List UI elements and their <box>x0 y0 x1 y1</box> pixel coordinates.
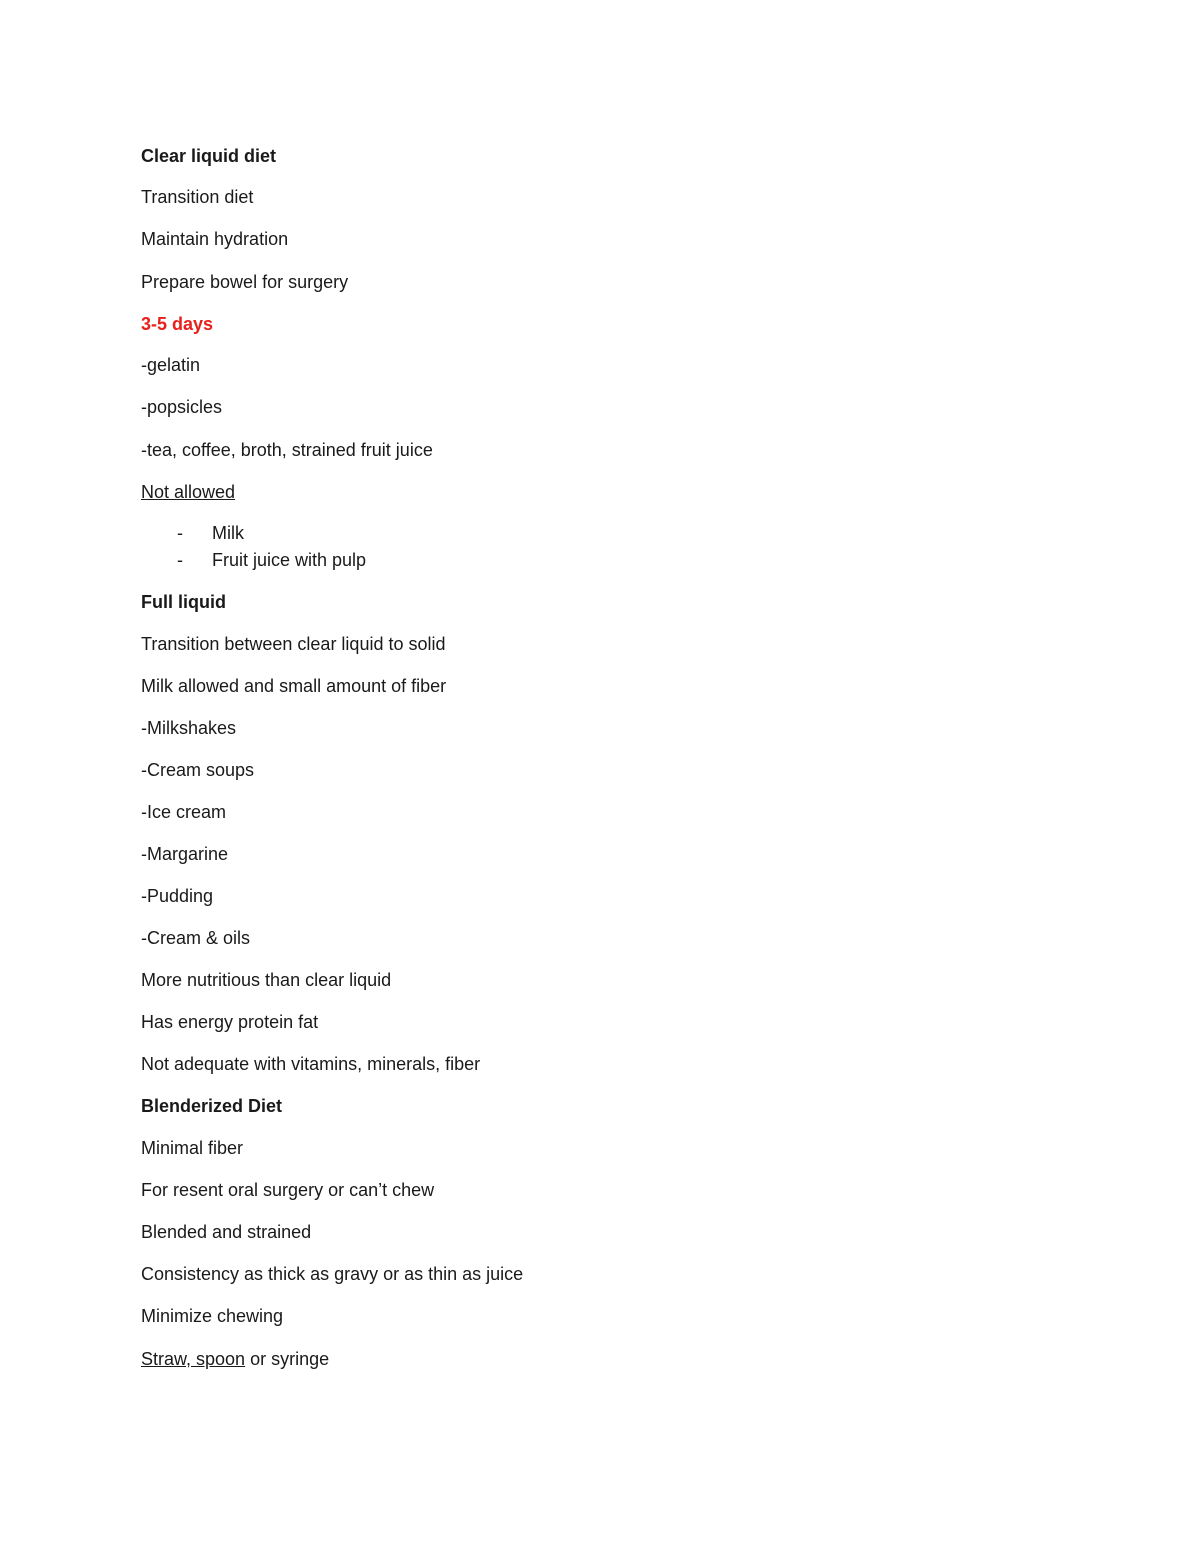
text-line: Transition between clear liquid to solid <box>141 634 446 654</box>
heading-full-liquid: Full liquid <box>141 592 226 612</box>
text-line: Minimal fiber <box>141 1138 244 1158</box>
text-line: More nutritious than clear liquid <box>141 970 392 990</box>
bullet-marker: - <box>177 523 183 543</box>
food-item: -popsicles <box>141 397 223 417</box>
food-item: -Margarine <box>141 844 229 864</box>
not-allowed-label: Not allowed <box>141 482 236 502</box>
underlined-utensils: Straw, spoon <box>141 1349 246 1369</box>
text-line: Maintain hydration <box>141 229 289 249</box>
text-line: Prepare bowel for surgery <box>141 272 349 292</box>
food-item: -gelatin <box>141 355 201 375</box>
text-line: Has energy protein fat <box>141 1012 319 1032</box>
not-allowed-item: Fruit juice with pulp <box>212 550 367 570</box>
food-item: -tea, coffee, broth, strained fruit juice <box>141 440 433 460</box>
food-item: -Cream & oils <box>141 928 251 948</box>
text-line: Blended and strained <box>141 1222 312 1242</box>
text-line: For resent oral surgery or can’t chew <box>141 1180 435 1200</box>
duration-highlight: 3-5 days <box>141 314 214 334</box>
food-item: -Pudding <box>141 886 214 906</box>
text-line: Milk allowed and small amount of fiber <box>141 676 447 696</box>
heading-blenderized-diet: Blenderized Diet <box>141 1096 283 1116</box>
text-line: Consistency as thick as gravy or as thin as juice <box>141 1264 524 1284</box>
heading-clear-liquid-diet: Clear liquid diet <box>141 146 277 166</box>
bullet-marker: - <box>177 550 183 570</box>
text-line: Not adequate with vitamins, minerals, fiber <box>141 1054 481 1074</box>
food-item: -Cream soups <box>141 760 255 780</box>
text-line-utensils <box>141 1348 329 1370</box>
food-item: -Milkshakes <box>141 718 237 738</box>
not-allowed-item: Milk <box>212 523 244 543</box>
text-line: Transition diet <box>141 187 254 207</box>
utensils-rest: or syringe <box>245 1349 330 1369</box>
food-item: -Ice cream <box>141 802 227 822</box>
text-line: Minimize chewing <box>141 1306 284 1326</box>
